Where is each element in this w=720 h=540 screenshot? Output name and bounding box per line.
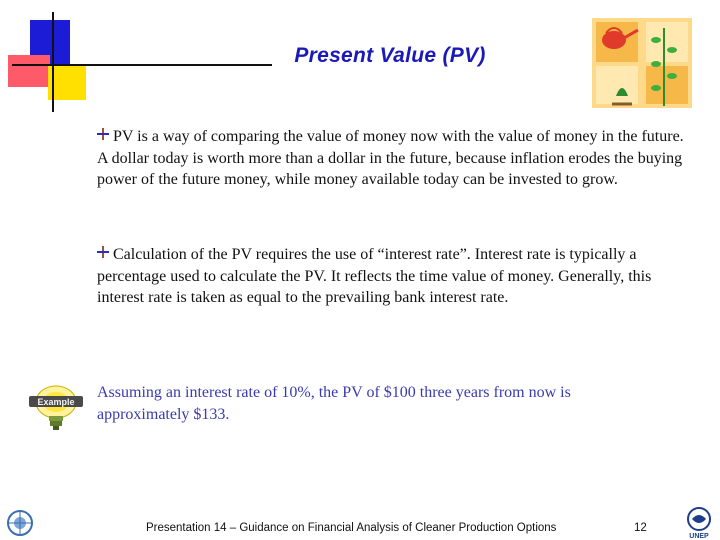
page-number: 12 [634, 522, 647, 534]
watering-can-plant-icon [592, 18, 692, 108]
paragraph-text: Calculation of the PV requires the use of “interest rate”. Interest rate is typically a percentage used to calculate the PV. It reflects the time value of money. Generally, this interest rate is taken as equal to the prevailing bank interest rate. [97, 246, 652, 306]
footer-text: Presentation 14 – Guidance on Financial Analysis of Cleaner Production Options [146, 522, 557, 534]
unep-logo-icon [684, 506, 714, 540]
un-emblem-icon [4, 508, 36, 538]
paragraph-pv-definition [97, 126, 697, 191]
paragraph-interest-rate [97, 244, 697, 309]
paragraph-text: PV is a way of comparing the value of money now with the value of money in the future. A dollar today is worth more than a dollar in the future, because inflation erodes the buying power of the future money, while money available today can be invested to grow. [97, 128, 684, 188]
example-lightbulb-icon [28, 384, 84, 432]
slide-title: Present Value (PV) [294, 44, 486, 67]
example-text: Assuming an interest rate of 10%, the PV of $100 three years from now is approximately $133. [97, 384, 571, 423]
svg-text:UNEP: UNEP [689, 533, 709, 540]
bullet-icon [97, 128, 109, 140]
bullet-icon [97, 246, 109, 258]
svg-text:Example: Example [37, 397, 75, 407]
